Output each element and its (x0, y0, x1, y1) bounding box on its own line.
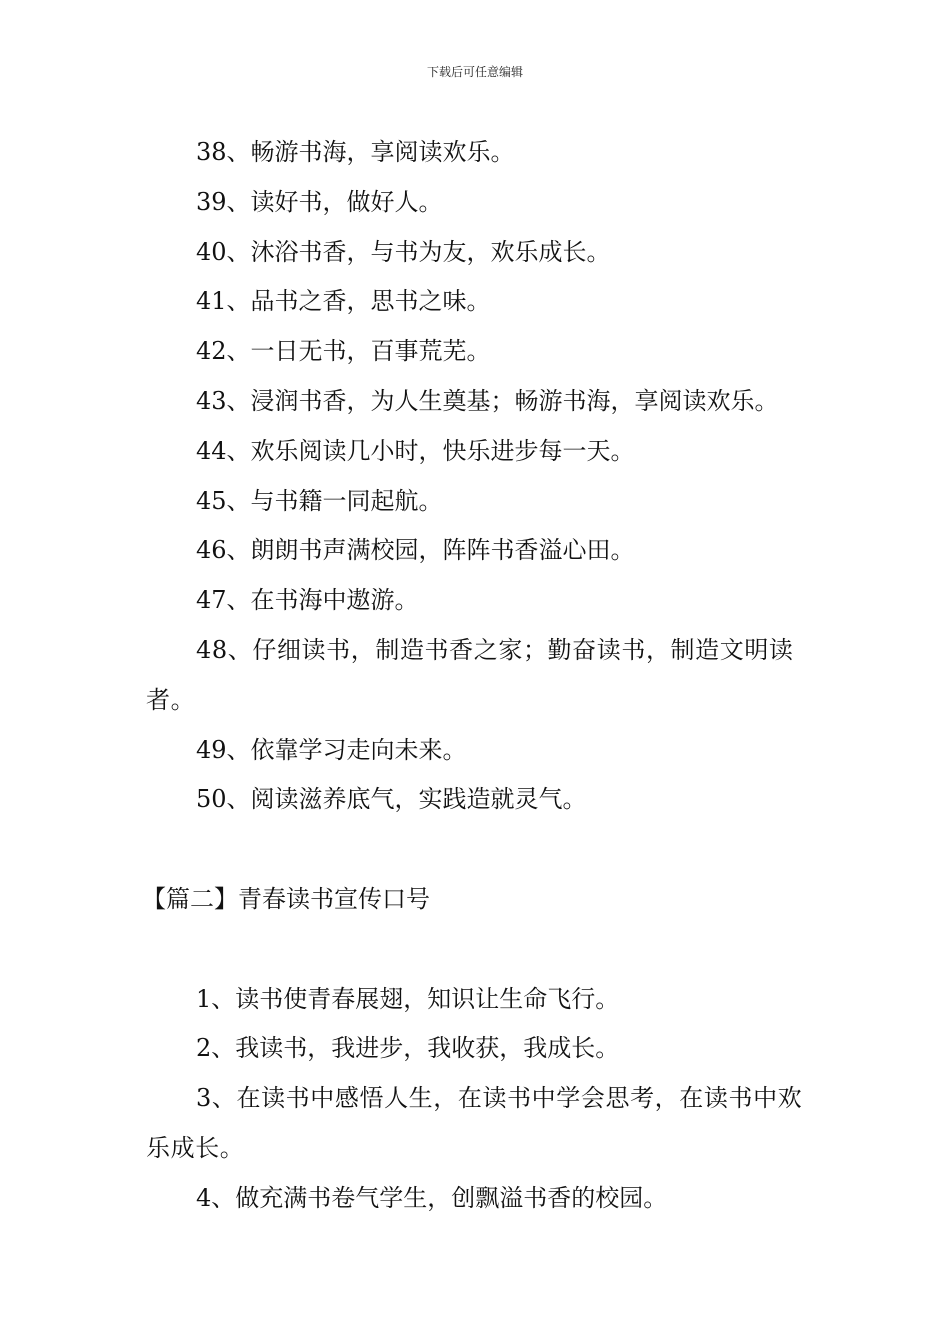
list-item: 1、读书使青春展翅，知识让生命飞行。 (196, 984, 620, 1013)
list-item: 48、仔细读书，制造书香之家；勤奋读书，制造文明读者。 (146, 635, 794, 714)
section-title: 【篇二】青春读书宣传口号 (142, 884, 430, 913)
spacer (146, 925, 806, 975)
list-item: 49、依靠学习走向未来。 (196, 735, 467, 764)
list-item: 38、畅游书海，享阅读欢乐。 (196, 138, 515, 166)
list-item: 40、沐浴书香，与书为友，欢乐成长。 (196, 237, 611, 266)
list-item: 43、浸润书香，为人生奠基；畅游书海，享阅读欢乐。 (196, 386, 779, 415)
list-item: 46、朗朗书声满校园，阵阵书香溢心田。 (196, 536, 635, 565)
list-item: 47、在书海中遨游。 (196, 586, 419, 615)
list-item: 2、我读书，我进步，我收获，我成长。 (196, 1034, 620, 1063)
list-item: 50、阅读滋养底气，实践造就灵气。 (196, 785, 587, 814)
list-item: 42、一日无书，百事荒芜。 (196, 337, 491, 366)
list-item: 41、品书之香，思书之味。 (196, 287, 491, 316)
spacer (146, 825, 806, 875)
document-body (142, 128, 806, 1224)
page-header: 下载后可任意编辑 (426, 65, 523, 79)
list-item: 45、与书籍一同起航。 (196, 486, 443, 515)
list-item: 4、做充满书卷气学生，创飘溢书香的校园。 (196, 1183, 668, 1212)
list-item: 44、欢乐阅读几小时，快乐进步每一天。 (196, 436, 635, 465)
list-item: 39、读好书，做好人。 (196, 187, 443, 216)
list-item: 3、在读书中感悟人生，在读书中学会思考，在读书中欢乐成长。 (146, 1084, 803, 1162)
